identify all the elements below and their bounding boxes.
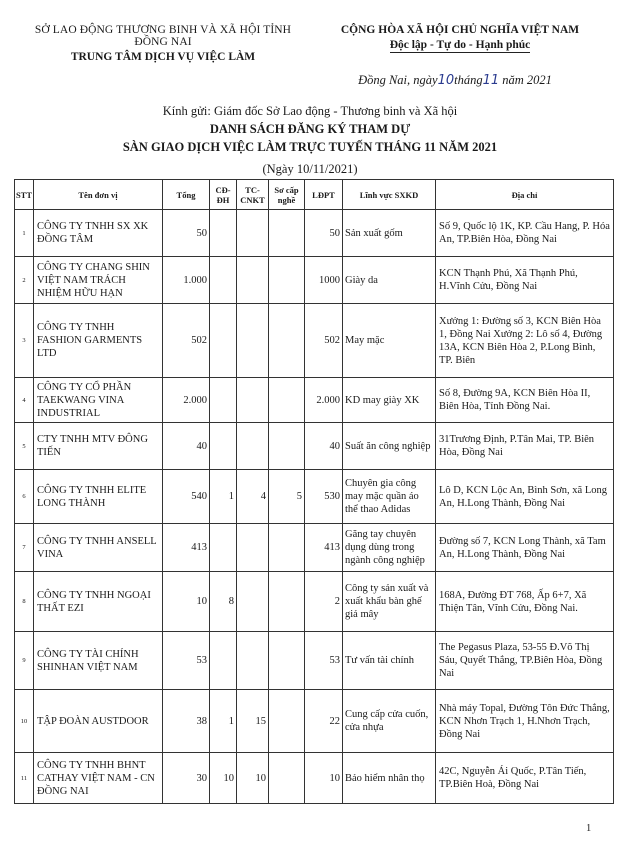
- row-field: Sản xuất gốm: [343, 210, 436, 257]
- row-address: Lô D, KCN Lộc An, Bình Sơn, xã Long An, H.Long Thành, Đồng Nai: [436, 470, 614, 524]
- row-stt: 9: [15, 632, 34, 690]
- row-tccnkt: 4: [237, 470, 269, 524]
- date-year: năm 2021: [502, 73, 552, 87]
- row-total: 1.000: [163, 257, 210, 304]
- row-address: Xưởng 1: Đường số 3, KCN Biên Hòa 1, Đồng Nai Xưởng 2: Lô số 4, Đường 13A, KCN Biên Hòa 2, P.Long Bình, TP. Biên: [436, 304, 614, 378]
- row-stt: 6: [15, 470, 34, 524]
- row-total: 50: [163, 210, 210, 257]
- row-company-name: CÔNG TY TNHH FASHION GARMENTS LTD: [34, 304, 163, 378]
- row-company-name: CÔNG TY TNHH ELITE LONG THÀNH: [34, 470, 163, 524]
- row-address: Số 9, Quốc lộ 1K, KP. Cầu Hang, P. Hóa An, TP.Biên Hòa, Đồng Nai: [436, 210, 614, 257]
- row-ldpt: 40: [305, 423, 343, 470]
- row-company-name: CÔNG TY TNHH BHNT CATHAY VIỆT NAM - CN ĐỒNG NAI: [34, 753, 163, 804]
- col-socap: Sơ cấp nghề: [269, 180, 305, 210]
- row-ldpt: 53: [305, 632, 343, 690]
- table-row: [15, 470, 614, 524]
- row-address: Đường số 7, KCN Long Thành, xã Tam An, H.Long Thành, Đồng Nai: [436, 524, 614, 572]
- row-field: Bảo hiểm nhân thọ: [343, 753, 436, 804]
- row-cddh: [210, 378, 237, 423]
- date-month: 11: [482, 73, 500, 88]
- country-name: CỘNG HÒA XÃ HỘI CHỦ NGHĨA VIỆT NAM: [340, 24, 580, 36]
- row-total: 413: [163, 524, 210, 572]
- row-total: 540: [163, 470, 210, 524]
- table-row: [15, 210, 614, 257]
- table-row: [15, 524, 614, 572]
- issuer-block: [18, 24, 308, 63]
- row-stt: 1: [15, 210, 34, 257]
- row-stt: 10: [15, 690, 34, 753]
- row-field: May mặc: [343, 304, 436, 378]
- row-field: Giày da: [343, 257, 436, 304]
- row-cddh: [210, 304, 237, 378]
- date-prefix: Đồng Nai, ngày: [358, 73, 438, 87]
- row-cddh: 8: [210, 572, 237, 632]
- row-field: Suất ăn công nghiệp: [343, 423, 436, 470]
- row-address: Số 8, Đường 9A, KCN Biên Hòa II, Biên Hòa, Tỉnh Đồng Nai.: [436, 378, 614, 423]
- document-title-line2: SÀN GIAO DỊCH VIỆC LÀM TRỰC TUYẾN THÁNG 11 NĂM 2021: [122, 140, 498, 154]
- row-stt: 5: [15, 423, 34, 470]
- row-cddh: [210, 423, 237, 470]
- row-total: 502: [163, 304, 210, 378]
- table-row: [15, 304, 614, 378]
- table-row: [15, 632, 614, 690]
- row-cddh: 10: [210, 753, 237, 804]
- row-field: Tư vấn tài chính: [343, 632, 436, 690]
- col-ldpt: LĐPT: [305, 180, 343, 210]
- row-company-name: CÔNG TY CHANG SHIN VIỆT NAM TRÁCH NHIỆM HỮU HẠN: [34, 257, 163, 304]
- row-ldpt: 530: [305, 470, 343, 524]
- row-address: Nhà máy Topal, Đường Tôn Đức Thắng, KCN Nhơn Trạch 1, H.Nhơn Trạch, Đồng Nai: [436, 690, 614, 753]
- row-field: Chuyên gia công may mặc quần áo thể thao Adidas: [343, 470, 436, 524]
- row-ldpt: 10: [305, 753, 343, 804]
- table-row: [15, 753, 614, 804]
- row-cddh: [210, 524, 237, 572]
- row-company-name: CÔNG TY TNHH SX XK ĐỒNG TÂM: [34, 210, 163, 257]
- row-tccnkt: [237, 632, 269, 690]
- row-address: 42C, Nguyễn Ái Quốc, P.Tân Tiến, TP.Biên Hoà, Đồng Nai: [436, 753, 614, 804]
- row-tccnkt: [237, 304, 269, 378]
- row-tccnkt: [237, 210, 269, 257]
- issuer-center: TRUNG TÂM DỊCH VỤ VIỆC LÀM: [70, 51, 256, 63]
- row-company-name: TẬP ĐOÀN AUSTDOOR: [34, 690, 163, 753]
- row-socap: [269, 304, 305, 378]
- row-stt: 3: [15, 304, 34, 378]
- row-tccnkt: [237, 257, 269, 304]
- date-month-label: tháng: [454, 73, 483, 87]
- row-socap: [269, 378, 305, 423]
- row-stt: 8: [15, 572, 34, 632]
- row-socap: [269, 690, 305, 753]
- row-socap: [269, 632, 305, 690]
- motto: Độc lập - Tự do - Hạnh phúc: [389, 39, 531, 51]
- row-socap: [269, 257, 305, 304]
- col-field: Lĩnh vực SXKD: [343, 180, 436, 210]
- date-day: 10: [437, 73, 455, 88]
- document-date: [300, 73, 610, 88]
- row-ldpt: 2: [305, 572, 343, 632]
- row-ldpt: 22: [305, 690, 343, 753]
- row-socap: 5: [269, 470, 305, 524]
- recipient-line: Kính gửi: Giám đốc Sở Lao động - Thương binh và Xã hội: [162, 104, 458, 118]
- row-address: 31Trương Định, P.Tân Mai, TP. Biên Hòa, Đồng Nai: [436, 423, 614, 470]
- row-tccnkt: [237, 524, 269, 572]
- row-company-name: CÔNG TY CỔ PHẦN TAEKWANG VINA INDUSTRIAL: [34, 378, 163, 423]
- row-total: 10: [163, 572, 210, 632]
- table-row: [15, 423, 614, 470]
- row-tccnkt: 15: [237, 690, 269, 753]
- row-total: 53: [163, 632, 210, 690]
- table-row: [15, 690, 614, 753]
- row-stt: 7: [15, 524, 34, 572]
- row-total: 30: [163, 753, 210, 804]
- row-socap: [269, 524, 305, 572]
- row-ldpt: 1000: [305, 257, 343, 304]
- row-field: KD may giày XK: [343, 378, 436, 423]
- row-company-name: CTY TNHH MTV ĐÔNG TIẾN: [34, 423, 163, 470]
- row-tccnkt: [237, 572, 269, 632]
- row-total: 40: [163, 423, 210, 470]
- row-tccnkt: [237, 423, 269, 470]
- issuer-department: SỞ LAO ĐỘNG THƯƠNG BINH VÀ XÃ HỘI TỈNH ĐỒNG NAI: [34, 24, 292, 48]
- row-cddh: [210, 632, 237, 690]
- row-tccnkt: [237, 378, 269, 423]
- row-stt: 11: [15, 753, 34, 804]
- row-total: 38: [163, 690, 210, 753]
- row-ldpt: 502: [305, 304, 343, 378]
- row-cddh: 1: [210, 470, 237, 524]
- row-address: The Pegasus Plaza, 53-55 Đ.Võ Thị Sáu, Quyết Thắng, TP.Biên Hòa, Đồng Nai: [436, 632, 614, 690]
- row-company-name: CÔNG TY TNHH ANSELL VINA: [34, 524, 163, 572]
- document-title: DANH SÁCH ĐĂNG KÝ THAM DỰ: [209, 122, 411, 136]
- row-field: Công ty sản xuất và xuất khẩu bàn ghế giả mây: [343, 572, 436, 632]
- row-ldpt: 50: [305, 210, 343, 257]
- col-name: Tên đơn vị: [34, 180, 163, 210]
- row-socap: [269, 572, 305, 632]
- col-stt: STT: [15, 180, 34, 210]
- col-cddh: CĐ-ĐH: [210, 180, 237, 210]
- page-number: 1: [586, 823, 592, 834]
- col-tccnkt: TC-CNKT: [237, 180, 269, 210]
- col-address: Địa chỉ: [436, 180, 614, 210]
- row-tccnkt: 10: [237, 753, 269, 804]
- row-address: KCN Thạnh Phú, Xã Thạnh Phú, H.Vĩnh Cửu, Đồng Nai: [436, 257, 614, 304]
- document-subtitle: (Ngày 10/11/2021): [262, 162, 358, 176]
- row-ldpt: 413: [305, 524, 343, 572]
- row-socap: [269, 423, 305, 470]
- table-header-row: [15, 180, 614, 210]
- table-row: [15, 378, 614, 423]
- row-stt: 4: [15, 378, 34, 423]
- row-cddh: [210, 210, 237, 257]
- row-company-name: CÔNG TY TNHH NGOẠI THẤT EZI: [34, 572, 163, 632]
- table-row: [15, 257, 614, 304]
- national-motto-block: [310, 24, 610, 51]
- table-row: [15, 572, 614, 632]
- row-field: Cung cấp cửa cuốn, cửa nhựa: [343, 690, 436, 753]
- row-ldpt: 2.000: [305, 378, 343, 423]
- col-total: Tổng: [163, 180, 210, 210]
- row-socap: [269, 753, 305, 804]
- registration-table: [14, 179, 614, 804]
- row-address: 168A, Đường ĐT 768, Ấp 6+7, Xã Thiện Tân, Vĩnh Cửu, Đồng Nai.: [436, 572, 614, 632]
- row-cddh: [210, 257, 237, 304]
- row-stt: 2: [15, 257, 34, 304]
- row-company-name: CÔNG TY TÀI CHÍNH SHINHAN VIỆT NAM: [34, 632, 163, 690]
- row-total: 2.000: [163, 378, 210, 423]
- row-cddh: 1: [210, 690, 237, 753]
- row-field: Găng tay chuyên dụng dùng trong ngành công nghiệp: [343, 524, 436, 572]
- row-socap: [269, 210, 305, 257]
